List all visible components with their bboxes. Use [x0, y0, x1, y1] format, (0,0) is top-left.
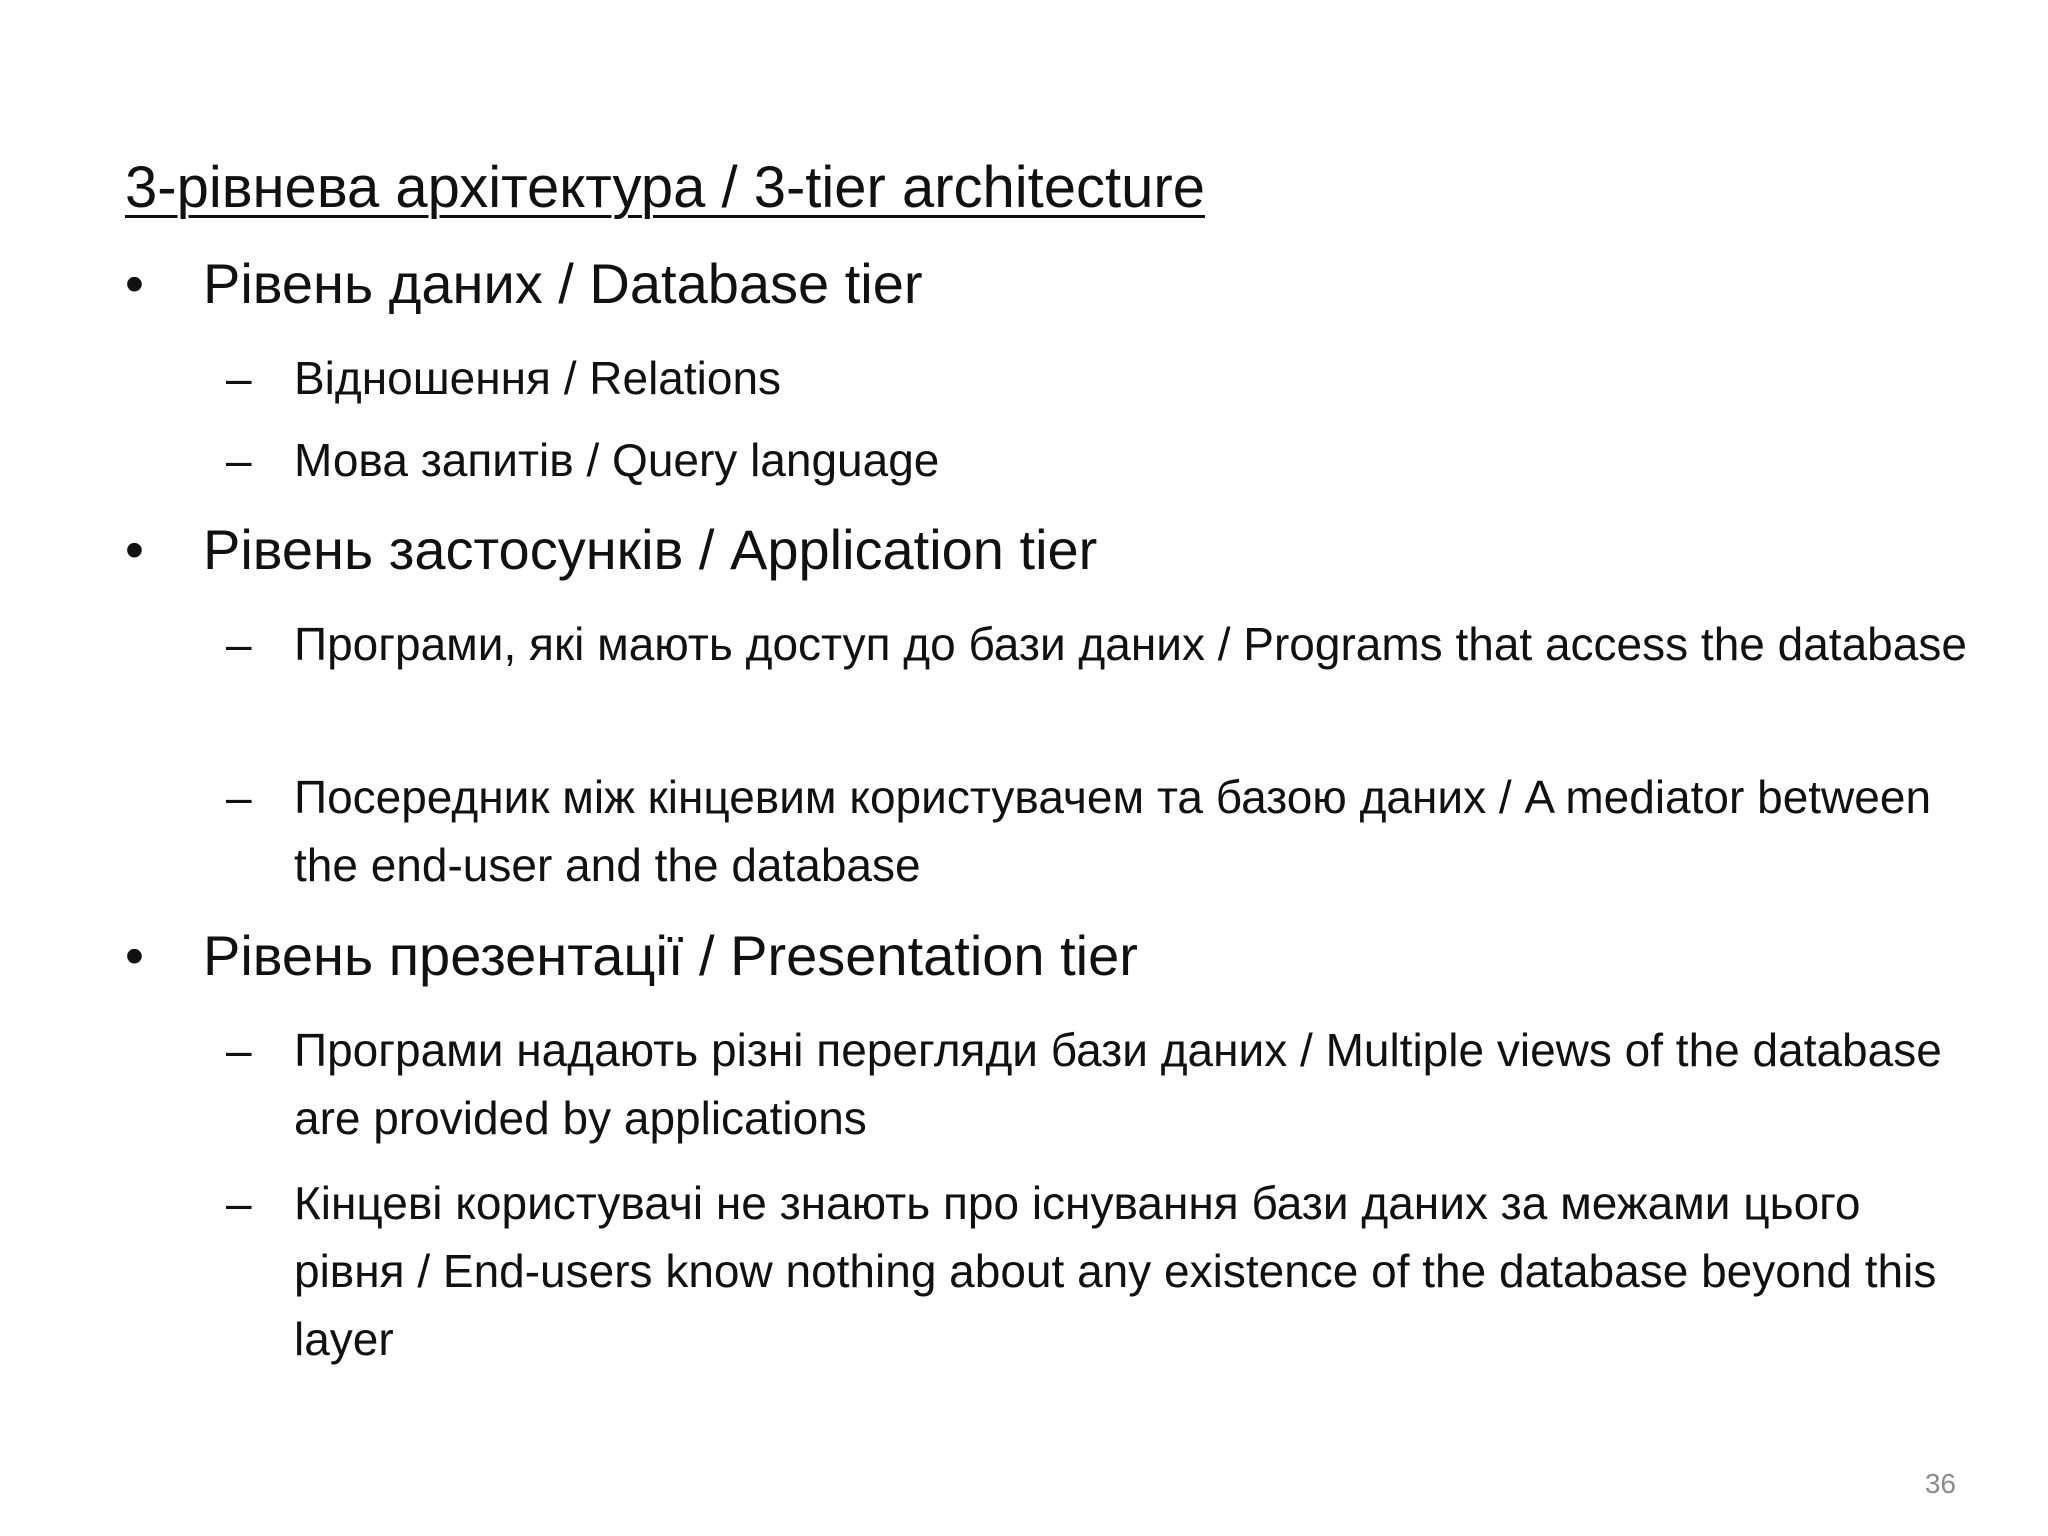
tier-label-application: Рівень застосунків / Application tier [203, 518, 1098, 581]
dash-icon: – [226, 1024, 252, 1076]
bullet-icon: • [125, 254, 144, 314]
dash-icon: – [226, 1177, 252, 1229]
slide-title: 3-рівнева архітектура / 3-tier architecture [125, 155, 1205, 220]
sub-item-query-language: Мова запитів / Query language [294, 434, 940, 486]
sub-item-relations: Відношення / Relations [294, 352, 782, 404]
tier-label-presentation: Рівень презентації / Presentation tier [203, 924, 1138, 987]
page-number: 36 [1924, 1468, 1956, 1499]
sub-item-programs-access: Програми, які мають доступ до бази даних / Programs that access the database [294, 618, 1967, 670]
sub-item-mediator: Посередник між кінцевим користувачем та базою даних / A mediator between the end-user and the database [294, 771, 1932, 891]
dash-icon: – [226, 352, 252, 404]
dash-icon: – [226, 434, 252, 486]
dash-icon: – [226, 771, 252, 823]
dash-icon: – [226, 618, 252, 670]
sub-item-end-users: Кінцеві користувачі не знають про існування бази даних за межами цього рівня / End-users know nothing about any existence of the database beyond this layer [294, 1177, 1937, 1365]
bullet-icon: • [125, 926, 144, 986]
sub-item-multiple-views: Програми надають різні перегляди бази даних / Multiple views of the database are provided by applications [294, 1024, 1942, 1144]
tier-label-database: Рівень даних / Database tier [203, 252, 923, 315]
bullet-icon: • [125, 520, 144, 580]
